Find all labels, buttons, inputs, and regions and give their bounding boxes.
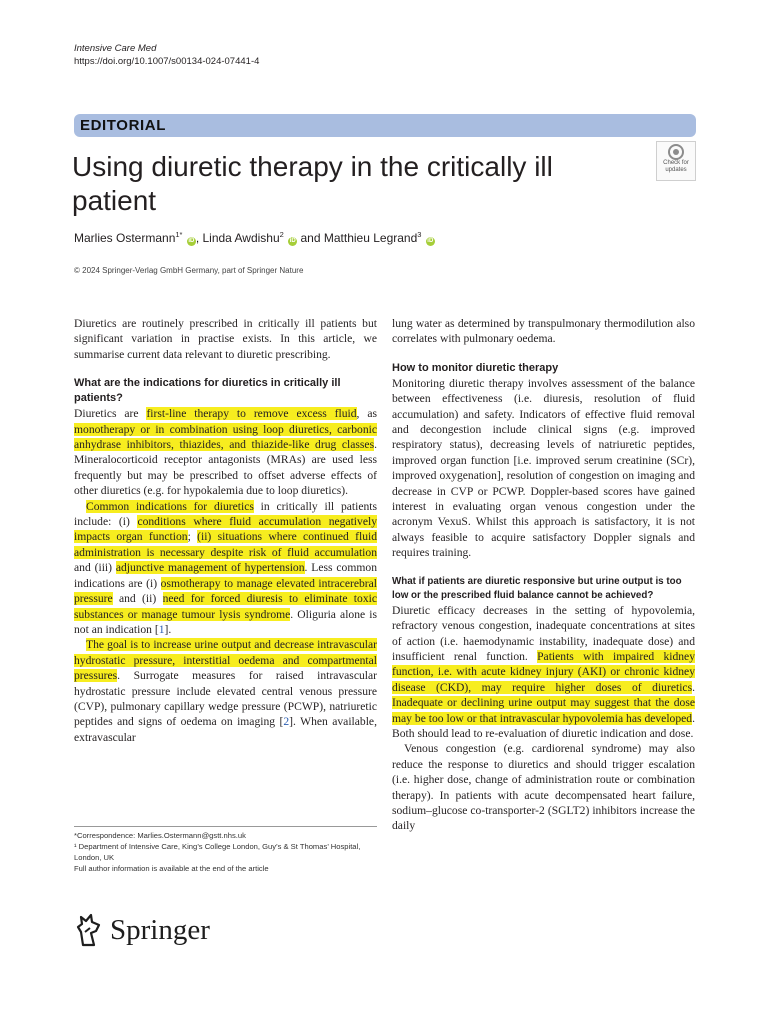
paragraph: The goal is to increase urine output and decrease intravascular hydrostatic pressure, interstitial oedema and compartmental pressures. Surrogate measures for raised intravascular hydrostatic pressure include elevated central venous pressure (CVP), pulmonary capillary wedge pressure (PCWP), natriuretic peptides and signs of oedema on imaging [2]. When available, extravascular [74, 638, 377, 744]
left-column [74, 316, 377, 745]
publisher-name: Springer [110, 914, 210, 946]
highlight: need for forced diuresis to eliminate toxic substances or manage tumour lysis syndrome [74, 592, 377, 621]
crossmark-icon [668, 144, 684, 160]
article-type-banner [74, 114, 696, 137]
right-column [392, 316, 695, 834]
orcid-icon[interactable]: iD [289, 238, 296, 244]
copyright: © 2024 Springer-Verlag GmbH Germany, part of Springer Nature [74, 266, 304, 275]
orcid-icon[interactable]: iD [188, 238, 195, 244]
affiliation-note: ¹ Department of Intensive Care, King’s College London, Guy’s & St Thomas’ Hospital, London, UK [74, 842, 361, 862]
correspondence-note: *Correspondence: Marlies.Ostermann@gstt.nhs.uk [74, 831, 246, 840]
journal-header [74, 42, 259, 68]
paragraph: lung water as determined by transpulmonary thermodilution also correlates with pulmonary oedema. [392, 317, 695, 346]
highlight: Common indications for diuretics [86, 499, 254, 513]
author-name[interactable]: , Linda Awdishu [195, 231, 280, 245]
highlight: Inadequate or declining urine output may suggest that the dose may be too low or that intravascular hypovolemia has developed [392, 696, 695, 725]
author-info-note: Full author information is available at the end of the article [74, 864, 269, 873]
highlight: osmotherapy to manage elevated intracerebral pressure [74, 576, 377, 606]
section-heading: How to monitor diuretic therapy [392, 361, 559, 374]
paragraph: Venous congestion (e.g. cardiorenal syndrome) may also reduce the response to diuretics and should trigger escalation (i.e. higher dose, change of administration route or combination therapy). In patients with acute decompensated heart failure, sodium–glucose co-transporter-2 (SGLT2) inhibitors increase the daily [392, 742, 695, 833]
author-affiliation: 2 [279, 230, 284, 239]
author-name[interactable]: Marlies Ostermann [74, 231, 176, 245]
highlight: monotherapy or in combination using loop diuretics, carbonic anhydrase inhibitors, thiazides, and thiazide-like drug classes [74, 422, 377, 452]
paragraph: Common indications for diuretics in critically ill patients include: (i) conditions where fluid accumulation negatively impacts organ function; (ii) situations where continued fluid administration is necessary despite risk of fluid accumulation and (iii) adjunctive management of hypertension. Less common indications are (i) osmotherapy to manage elevated intracerebral pressure and (ii) need for forced diuresis to eliminate toxic substances or manage tumour lysis syndrome. Oliguria alone is not an indication [1]. [74, 499, 378, 636]
highlight: first-line therapy to remove excess fluid [146, 407, 357, 421]
doi-link[interactable]: https://doi.org/10.1007/s00134-024-07441-4 [74, 56, 260, 67]
author-name[interactable]: and Matthieu Legrand [297, 231, 418, 245]
article-type-label: EDITORIAL [80, 117, 166, 134]
citation-link[interactable]: 2 [283, 715, 290, 729]
check-for-updates-badge[interactable] [656, 141, 696, 181]
highlight: Patients with impaired kidney function, i.e. with acute kidney injury (AKI) or chronic kidney disease (CKD), may require higher doses of diuretics [392, 649, 695, 694]
check-line2: updates [665, 167, 687, 173]
highlight: conditions where fluid accumulation negatively impacts organ function [74, 515, 377, 544]
citation-link[interactable]: 1 [158, 622, 165, 636]
check-line1: Check for [663, 160, 689, 166]
paragraph: Diuretics are first-line therapy to remove excess fluid, as monotherapy or in combination using loop diuretics, carbonic anhydrase inhibitors, thiazides, and thiazide-like drug classes. Mineralocorticoid receptor antagonists (MRAs) are used less frequently but may be prescribed to offset adverse effects of other diuretics (e.g. for hypokalemia due to loop diuretics). [74, 407, 377, 498]
author-list [74, 230, 435, 246]
springer-horse-icon [74, 912, 104, 948]
footnotes [74, 826, 377, 874]
journal-name: Intensive Care Med [74, 43, 157, 54]
author-affiliation: 1* [175, 230, 183, 239]
intro-paragraph: Diuretics are routinely prescribed in critically ill patients but significant variation in practise exists. In this article, we summarise current data relevant to diuretic prescribing. [74, 317, 377, 361]
article-title: Using diuretic therapy in the critically ill patient [72, 151, 553, 216]
paragraph: Monitoring diuretic therapy involves assessment of the balance between effectiveness (i.e. diuresis, resolution of fluid accumulation) and safety. Indicators of effective fluid removal and decongestion include clinical signs (e.g. improved respiratory status), decreasing levels of natriuretic peptides, improved organ function [i.e. improved serum creatinine (SCr), improved oxygenation], resolution of congestion on imaging and decrease in CVP or PCWP. Doppler-based scores have gained interest in evaluating organ venous congestion under the acronym VexuS. Whilst this approach is satisfactory, it is not always feasible to acquire satisfactory Doppler signals and requires training. [392, 376, 695, 560]
highlight: The goal is to increase urine output and decrease intravascular hydrostatic pressure, interstitial oedema and compartmental pressures [74, 638, 377, 683]
highlight: adjunctive management of hypertension [115, 561, 305, 575]
author-affiliation: 3 [417, 230, 422, 239]
section-heading: What if patients are diuretic responsive but urine output is too low or the prescribed fluid balance cannot be achieved? [392, 575, 682, 601]
paragraph: Diuretic efficacy decreases in the setting of hypovolemia, refractory venous congestion, inadequate concentrations at sites of action (i.e. haemodynamic instability, inadequate dose) and insufficient renal function. Patients with impaired kidney function, i.e. with acute kidney injury (AKI) or chronic kidney disease (CKD), may require higher doses of diuretics. Inadequate or declining urine output may suggest that the dose may be too low or that intravascular hypovolemia has developed. Both should lead to re-evaluation of diuretic indication and dose. [392, 603, 695, 740]
section-heading: What are the indications for diuretics in critically ill patients? [74, 377, 341, 405]
highlight: (ii) situations where continued fluid administration is necessary despite risk of fluid accumulation [74, 530, 378, 559]
orcid-icon[interactable]: iD [427, 238, 434, 244]
